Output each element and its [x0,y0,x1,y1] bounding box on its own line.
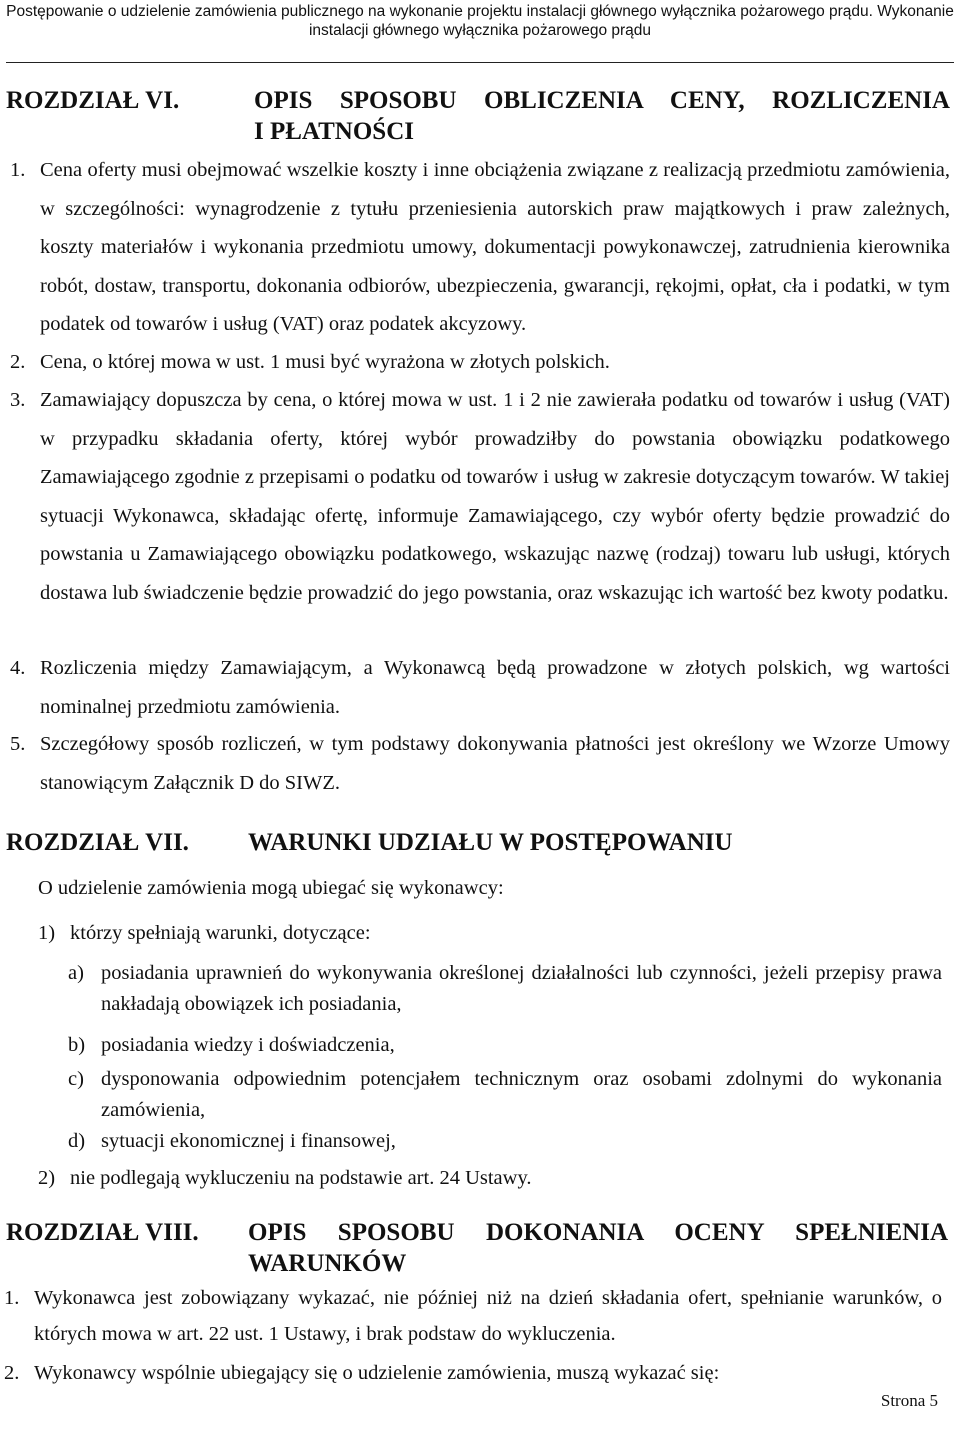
section-7-subitem-c [68,1064,942,1126]
running-header [0,2,960,40]
section-8-item-2-number: 2. [4,1362,20,1384]
section-7-subitem-b [68,1030,942,1061]
section-6-item-2-number: 2. [10,351,26,373]
section-7-item-1-text: którzy spełniają warunki, dotyczące: [70,922,371,944]
running-header-line-2: instalacji głównego wyłącznika pożarowego prądu [308,22,652,39]
section-7-title: WARUNKI UDZIAŁU W POSTĘPOWANIU [248,829,733,856]
section-7-subitem-d-label: d) [68,1130,86,1152]
section-7-item-2 [38,1163,938,1194]
section-6-item-2-text: Cena, o której mowa w ust. 1 musi być wyrażona w złotych polskich. [40,351,610,373]
section-7-subitem-c-text: dysponowania odpowiednim potencjałem technicznym oraz osobami zdolnymi do wykonania zamówienia, [101,1068,942,1121]
section-6-item-3-text: Zamawiający dopuszcza by cena, o której mowa w ust. 1 i 2 nie zawierała podatku od towarów i usług (VAT) w przypadku składania oferty, której wybór prowadziłby do powstania obowiązku podatkowego Zamawiającego zgodnie z przepisami o podatku od towarów i usług w zakresie dotyczącym towarów. W takiej sytuacji Wykonawca, składając ofertę, informuje Zamawiającego, czy wybór oferty będzie prowadzić do powstania u Zamawiającego obowiązku podatkowego, wskazując nazwę (rodzaj) towaru lub usługi, których dostawa lub świadczenie będzie prowadzić do jego powstania, oraz wskazując ich wartość bez kwoty podatku. [40,389,950,604]
section-7-subitem-a [68,958,942,1020]
section-6-number: ROZDZIAŁ VI. [6,87,180,114]
section-6-item-1-number: 1. [10,159,26,181]
running-header-line-1: Postępowanie o udzielenie zamówienia publicznego na wykonanie projektu instalacji głównego wyłącznika pożarowego prądu. Wykonanie [6,3,954,20]
section-6-item-4-text: Rozliczenia między Zamawiającym, a Wykonawcą będą prowadzone w złotych polskich, wg wartości nominalnej przedmiotu zamówienia. [40,657,950,718]
page-number: Strona 5 [880,1391,938,1410]
section-7-subitem-b-text: posiadania wiedzy i doświadczenia, [101,1034,395,1056]
section-8-item-1 [0,1280,950,1352]
section-8-title-line-2: WARUNKÓW [248,1250,407,1277]
section-6-item-3-number: 3. [10,389,26,411]
section-7-subitem-d [68,1126,942,1157]
section-6-title-line-2: I PŁATNOŚCI [254,118,414,145]
section-7-number: ROZDZIAŁ VII. [6,829,189,856]
section-6-item-1 [0,151,950,344]
section-8-item-1-text: Wykonawca jest zobowiązany wykazać, nie później niż na dzień składania ofert, spełnianie warunków, o których mowa w art. 22 ust. 1 Ustawy, i brak podstaw do wykluczenia. [34,1287,942,1345]
section-8-item-2 [0,1355,950,1391]
section-8-item-2-text: Wykonawcy wspólnie ubiegający się o udzielenie zamówienia, muszą wykazać się: [34,1362,720,1384]
section-6-title-line-1: OPIS SPOSOBU OBLICZENIA CENY, ROZLICZENIA [254,87,950,114]
section-8-heading [6,1218,950,1280]
section-6-item-1-text: Cena oferty musi obejmować wszelkie koszty i inne obciążenia związane z realizacją przedmiotu zamówienia, w szczególności: wynagrodzenie z tytułu przeniesienia autorskich praw majątkowych i praw zależnych, koszty materiałów i wykonania przedmiotu umowy, dokumentacji powykonawczej, zatrudnienia kierownika robót, dostaw, transportu, dokonania odbiorów, ubezpieczenia, gwarancji, rękojmi, opłat, cła i podatki, w tym podatek od towarów i usług (VAT) oraz podatek akcyzowy. [40,159,950,335]
section-6-item-5 [0,725,950,802]
section-7-subitem-a-text: posiadania uprawnień do wykonywania określonej działalności lub czynności, jeżeli przepisy prawa nakładają obowiązek ich posiadania, [101,962,942,1015]
header-divider [6,62,954,63]
section-7-subitem-b-label: b) [68,1034,86,1056]
section-8-item-1-number: 1. [4,1287,20,1309]
section-6-item-3 [0,381,950,612]
section-6-item-2 [0,343,950,382]
section-7-subitem-a-label: a) [68,962,84,984]
section-7-item-1 [38,918,938,949]
section-6-item-4-number: 4. [10,657,26,679]
section-7-subitem-d-text: sytuacji ekonomicznej i finansowej, [101,1130,396,1152]
section-7-item-2-label: 2) [38,1167,56,1189]
section-6-item-5-number: 5. [10,733,26,755]
section-7-intro: O udzielenie zamówienia mogą ubiegać się wykonawcy: [38,877,504,899]
section-6-item-5-text: Szczegółowy sposób rozliczeń, w tym podstawy dokonywania płatności jest określony we Wzorze Umowy stanowiącym Załącznik D do SIWZ. [40,733,950,794]
section-8-title-line-1: OPIS SPOSOBU DOKONANIA OCENY SPEŁNIENIA [248,1219,948,1246]
section-6-item-4 [0,649,950,726]
section-7-item-1-label: 1) [38,922,56,944]
section-7-subitem-c-label: c) [68,1068,84,1090]
section-7-item-2-text: nie podlegają wykluczeniu na podstawie art. 24 Ustawy. [70,1167,532,1189]
section-7-heading [6,828,950,860]
section-6-heading [6,86,950,148]
section-8-number: ROZDZIAŁ VIII. [6,1219,199,1246]
